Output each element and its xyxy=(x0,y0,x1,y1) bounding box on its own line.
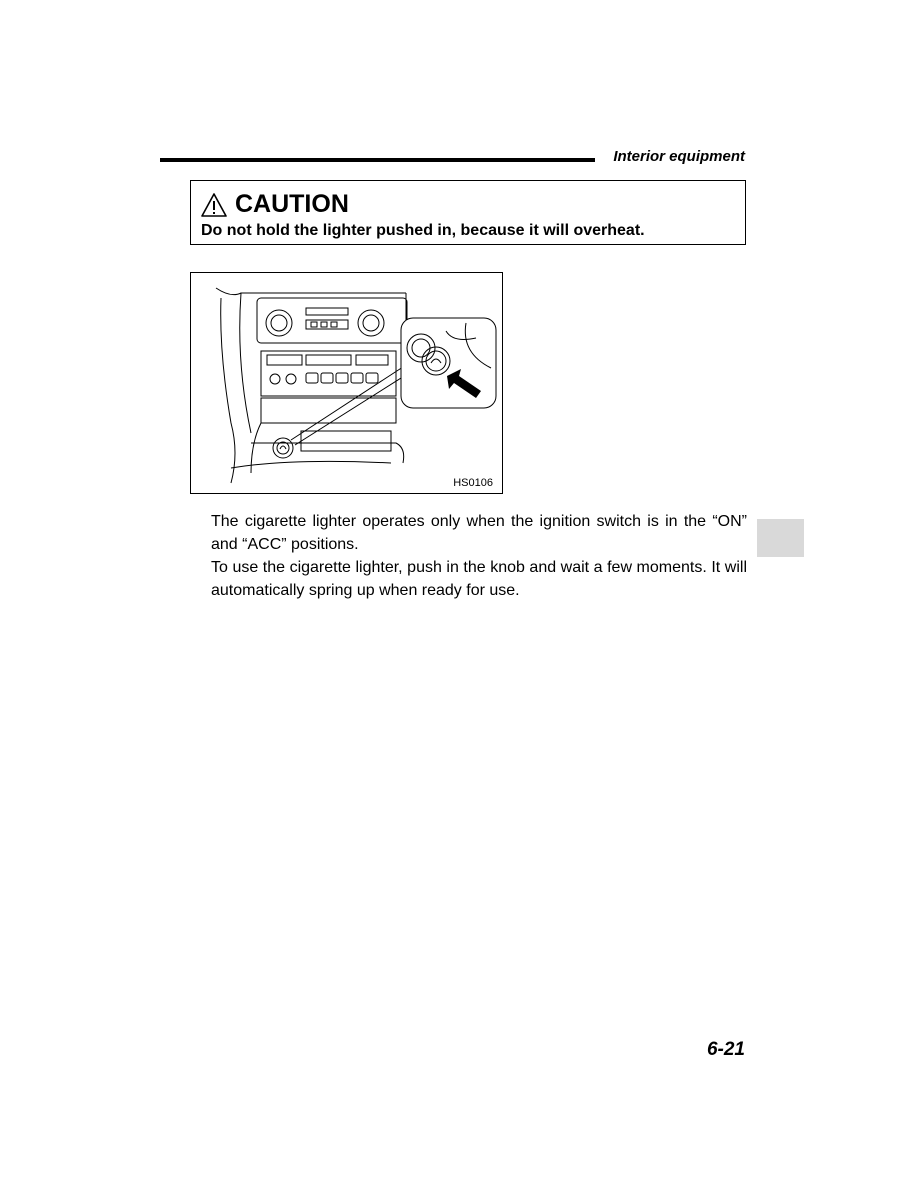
paragraph: To use the cigarette lighter, push in the knob and wait a few moments. It will automatically spring up when ready for use. xyxy=(211,559,747,599)
paragraph: The cigarette lighter operates only when the ignition switch is in the “ON” and “ACC” positions. xyxy=(211,513,747,553)
caution-heading xyxy=(201,190,349,219)
chapter-tab xyxy=(757,519,804,557)
warning-triangle-icon xyxy=(201,192,227,218)
header-rule xyxy=(160,158,595,162)
caution-box xyxy=(190,180,746,245)
dashboard-drawing xyxy=(191,273,504,495)
caution-text: Do not hold the lighter pushed in, because it will overheat. xyxy=(201,222,645,239)
figure-code: HS0106 xyxy=(453,477,493,489)
page-number: 6-21 xyxy=(706,1039,745,1060)
body-text xyxy=(211,510,747,602)
lighter-illustration xyxy=(190,272,503,494)
caution-label: CAUTION xyxy=(235,190,349,218)
cigarette-lighter-icon xyxy=(273,438,293,458)
section-title: Interior equipment xyxy=(613,148,745,165)
